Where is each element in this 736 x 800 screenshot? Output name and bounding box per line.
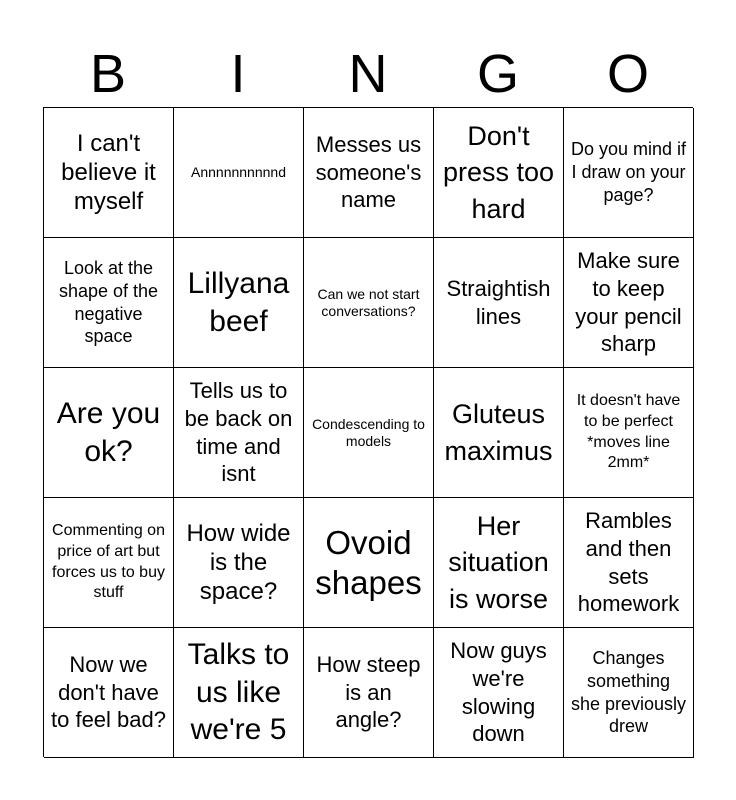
cell-text: Are you ok? — [56, 397, 161, 468]
cell-text: Do you mind if I draw on your page? — [570, 139, 687, 205]
bingo-cell[interactable] — [304, 628, 434, 758]
cell-text: Straightish lines — [446, 275, 551, 329]
bingo-cell[interactable] — [564, 238, 694, 368]
bingo-cell[interactable] — [304, 108, 434, 238]
bingo-cell[interactable] — [44, 498, 174, 628]
bingo-cell[interactable] — [434, 498, 564, 628]
cell-text: Make sure to keep your pencil sharp — [575, 247, 682, 357]
cell-text: Talks to us like we're 5 — [187, 638, 290, 747]
cell-text: Messes us someone's name — [315, 131, 422, 213]
cell-text: Don't press too hard — [442, 120, 555, 224]
bingo-cell[interactable] — [44, 368, 174, 498]
bingo-cell[interactable] — [174, 108, 304, 238]
bingo-cell[interactable] — [564, 498, 694, 628]
bingo-cell[interactable] — [434, 628, 564, 758]
cell-text: How wide is the space? — [186, 519, 291, 606]
bingo-cell[interactable] — [434, 238, 564, 368]
header-letter-b: B — [89, 44, 127, 104]
bingo-cell[interactable] — [564, 108, 694, 238]
bingo-cell[interactable] — [44, 628, 174, 758]
cell-text: I can't believe it myself — [61, 129, 156, 216]
cell-text: It doesn't have to be perfect *moves line 2mm* — [576, 391, 681, 472]
cell-text: Gluteus maximus — [444, 399, 553, 466]
bingo-cell[interactable] — [174, 238, 304, 368]
cell-text: Annnnnnnnnnd — [191, 164, 286, 181]
bingo-cell[interactable] — [564, 368, 694, 498]
bingo-cell[interactable] — [304, 498, 434, 628]
header-letter-o: O — [606, 44, 649, 104]
bingo-cell[interactable] — [174, 368, 304, 498]
cell-text: Now guys we're slowing down — [450, 637, 547, 747]
cell-text: Condescending to models — [312, 415, 425, 449]
cell-text: Can we not start conversations? — [317, 285, 420, 319]
header-letter-i: I — [230, 44, 246, 104]
bingo-cell[interactable] — [304, 238, 434, 368]
cell-text: Now we don't have to feel bad? — [51, 651, 166, 733]
cell-text: Look at the shape of the negative space — [58, 257, 159, 347]
cell-text: Changes something she previously drew — [570, 647, 687, 737]
bingo-cell[interactable] — [564, 628, 694, 758]
bingo-cell[interactable] — [434, 108, 564, 238]
bingo-header — [43, 40, 693, 108]
cell-text: Rambles and then sets homework — [577, 507, 680, 617]
bingo-cell[interactable] — [44, 238, 174, 368]
bingo-board — [43, 107, 693, 757]
cell-text: Commenting on price of art but forces us to buy stuff — [52, 521, 165, 602]
cell-text: Tells us to be back on time and isnt — [184, 377, 293, 487]
header-letter-n: N — [348, 44, 388, 104]
bingo-cell[interactable] — [174, 498, 304, 628]
bingo-cell[interactable] — [174, 628, 304, 758]
cell-text: Her situation is worse — [448, 510, 549, 614]
bingo-cell[interactable] — [44, 108, 174, 238]
bingo-cell[interactable] — [434, 368, 564, 498]
bingo-cell[interactable] — [304, 368, 434, 498]
header-letter-g: G — [476, 44, 519, 104]
cell-text: Ovoid shapes — [315, 523, 422, 601]
cell-text: Lillyana beef — [187, 267, 290, 338]
cell-text: How steep is an angle? — [316, 651, 421, 733]
